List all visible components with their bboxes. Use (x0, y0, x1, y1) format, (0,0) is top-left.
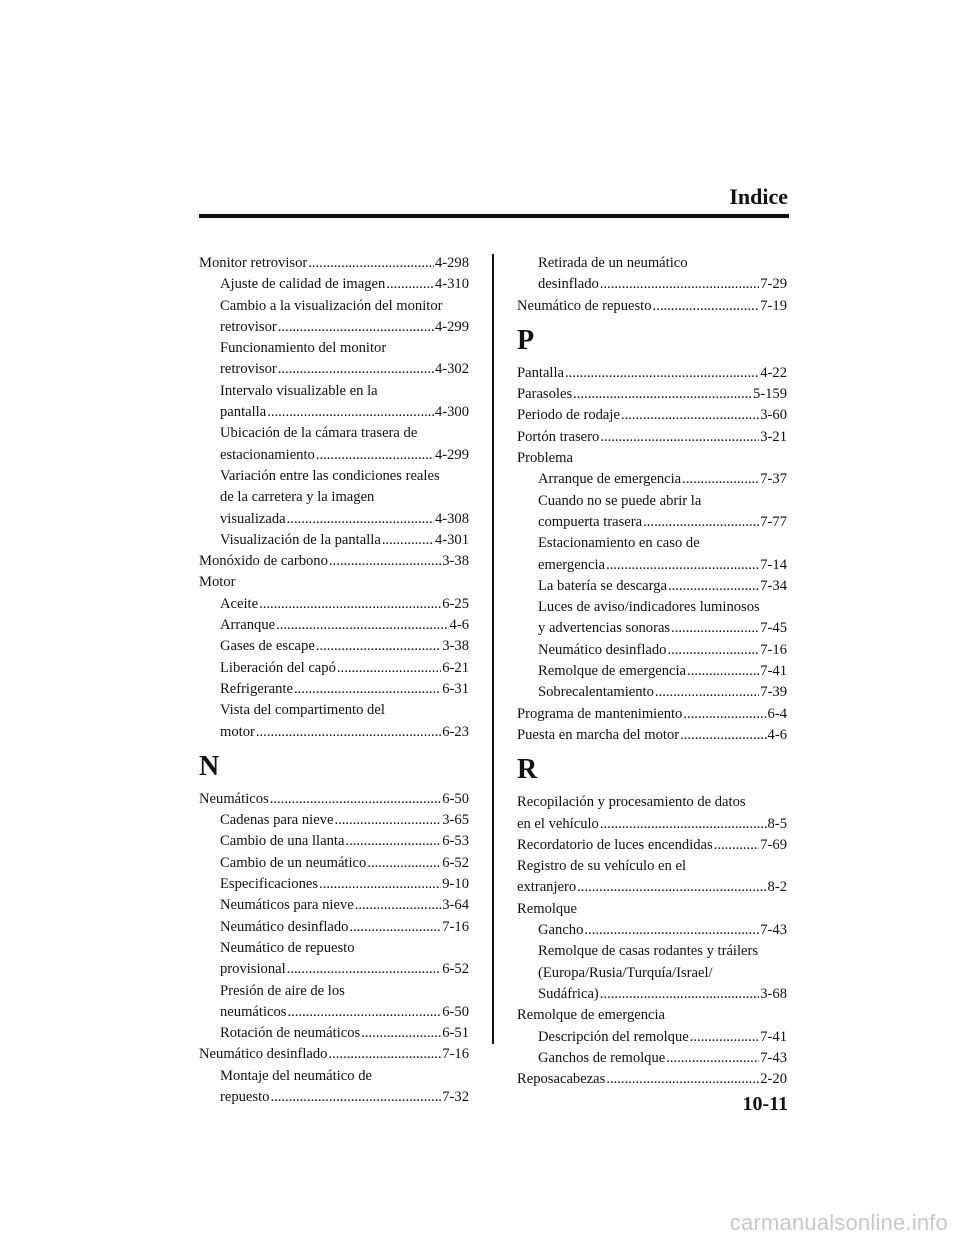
index-subentry (199, 895, 469, 916)
entry-text: Arranque de emergencia (538, 471, 682, 488)
dot-leader (690, 1027, 759, 1048)
dot-leader (328, 1044, 441, 1065)
entry-text: Registro de su vehículo en el (517, 858, 687, 875)
index-subentry (199, 810, 469, 831)
page-reference: 4-299 (434, 318, 469, 335)
dot-leader (337, 658, 441, 679)
entry-text: Montaje del neumático de (220, 1067, 372, 1084)
dot-leader (606, 555, 759, 576)
index-subentry (517, 963, 787, 984)
page-reference: 3-68 (760, 985, 787, 1002)
dot-leader (600, 984, 759, 1005)
index-entry (517, 877, 787, 898)
entry-text: Sobrecalentamiento (538, 684, 654, 701)
index-entry (517, 296, 787, 317)
dot-leader (565, 363, 759, 384)
dot-leader (655, 682, 759, 703)
entry-text: Portón trasero (517, 428, 600, 445)
index-entry (517, 835, 787, 856)
page-reference: 2-20 (760, 1071, 787, 1088)
index-entry (517, 405, 787, 426)
entry-text: retrovisor (220, 318, 277, 335)
section-letter-n: N (199, 750, 220, 782)
dot-leader (382, 530, 434, 551)
page-reference: 4-300 (434, 404, 469, 421)
entry-text: Pantalla (517, 364, 565, 381)
page-reference: 7-16 (760, 641, 787, 658)
entry-text: neumáticos (220, 1003, 287, 1020)
page-reference: 7-43 (760, 922, 787, 939)
entry-text: Recopilación y procesamiento de datos (517, 794, 746, 811)
entry-text: Arranque (220, 617, 276, 634)
page-reference: 4-6 (767, 726, 787, 743)
dot-leader (682, 469, 759, 490)
index-entry (517, 1005, 787, 1026)
page-reference: 7-43 (760, 1049, 787, 1066)
index-entry (517, 725, 787, 746)
entry-text: Gancho (538, 922, 584, 939)
page-reference: 7-37 (760, 471, 787, 488)
entry-text: Remolque de emergencia (517, 1007, 666, 1024)
page-reference: 4-302 (434, 361, 469, 378)
dot-leader (683, 704, 766, 725)
page-reference: 3-64 (442, 897, 469, 914)
index-subentry (517, 253, 787, 274)
index-subentry (517, 984, 787, 1005)
section-letter-r: R (517, 754, 538, 786)
dot-leader (606, 1069, 759, 1090)
index-subentry (517, 533, 787, 554)
entry-text: Motor (199, 574, 236, 591)
entry-text: emergencia (538, 556, 605, 573)
dot-leader (667, 640, 759, 661)
entry-text: Neumáticos para nieve (220, 897, 354, 914)
entry-text: Liberación del capó (220, 659, 336, 676)
index-subentry (199, 1087, 469, 1108)
page-reference: 7-69 (760, 836, 787, 853)
index-subentry (199, 700, 469, 721)
index-subentry (517, 597, 787, 618)
index-subentry (517, 618, 787, 639)
entry-text: compuerta trasera (538, 513, 643, 530)
dot-leader (600, 814, 767, 835)
dot-leader (355, 895, 442, 916)
index-entry (517, 856, 787, 877)
entry-text: Vista del compartimento del (220, 702, 385, 719)
index-subentry (199, 959, 469, 980)
entry-text: Estacionamiento en caso de (538, 535, 700, 552)
index-subentry (517, 469, 787, 490)
entry-text: pantalla (220, 404, 267, 421)
entry-text: Puesta en marcha del motor (517, 726, 680, 743)
index-subentry (199, 874, 469, 895)
dot-leader (668, 576, 759, 597)
page-reference: 6-23 (442, 723, 469, 740)
entry-text: Cadenas para nieve (220, 812, 334, 829)
page-reference: 6-21 (442, 659, 469, 676)
index-subentry (517, 1027, 787, 1048)
entry-text: desinflado (538, 276, 599, 293)
dot-leader (621, 405, 759, 426)
index-entry (517, 427, 787, 448)
index-subentry (199, 938, 469, 959)
watermark-link[interactable]: carmanualsonline.info (729, 1210, 948, 1235)
dot-leader (600, 274, 759, 295)
entry-text: Aceite (220, 595, 259, 612)
entry-text: Especificaciones (220, 876, 319, 893)
index-subentry (199, 831, 469, 852)
index-subentry (199, 509, 469, 530)
index-subentry (199, 1002, 469, 1023)
index-subentry (517, 555, 787, 576)
index-subentry (199, 423, 469, 444)
index-entry (517, 384, 787, 405)
entry-text: retrovisor (220, 361, 277, 378)
dot-leader (367, 853, 441, 874)
entry-text: Rotación de neumáticos (220, 1025, 361, 1042)
index-subentry (517, 1048, 787, 1069)
index-subentry (517, 640, 787, 661)
index-subentry (199, 445, 469, 466)
index-subentry (199, 487, 469, 508)
entry-text: en el vehículo (517, 815, 599, 832)
dot-leader (653, 296, 760, 317)
index-subentry (199, 1066, 469, 1087)
header-rule (199, 214, 789, 218)
page-reference: 4-299 (434, 446, 469, 463)
dot-leader (270, 789, 442, 810)
dot-leader (259, 594, 441, 615)
page-reference: 7-16 (442, 918, 469, 935)
entry-text: Monóxido de carbono (199, 553, 328, 570)
page-header-title: Indice (729, 184, 788, 209)
page-reference: 6-31 (442, 680, 469, 697)
index-subentry (517, 512, 787, 533)
index-subentry (199, 594, 469, 615)
entry-text: Ubicación de la cámara trasera de (220, 425, 418, 442)
entry-text: Funcionamiento del monitor (220, 340, 387, 357)
index-subentry (199, 679, 469, 700)
entry-text: Refrigerante (220, 680, 293, 697)
page-reference: 3-65 (442, 812, 469, 829)
index-subentry (199, 853, 469, 874)
page-reference: 7-45 (760, 620, 787, 637)
entry-text: Variación entre las condiciones reales (220, 467, 440, 484)
dot-leader (287, 1002, 441, 1023)
index-subentry (517, 682, 787, 703)
entry-text: de la carretera y la imagen (220, 489, 375, 506)
dot-leader (573, 384, 752, 405)
entry-text: Ganchos de remolque (538, 1049, 666, 1066)
dot-leader (666, 1048, 759, 1069)
page-reference: 6-53 (442, 833, 469, 850)
dot-leader (643, 512, 759, 533)
index-subentry (199, 722, 469, 743)
entry-text: Reposacabezas (517, 1071, 606, 1088)
entry-text: Cuando no se puede abrir la (538, 492, 702, 509)
entry-text: Sudáfrica) (538, 985, 599, 1002)
page-reference: 7-41 (760, 1028, 787, 1045)
index-column-right (517, 253, 787, 1090)
dot-leader (287, 959, 442, 980)
page-reference: 8-5 (767, 815, 787, 832)
entry-text: Neumático de repuesto (517, 297, 652, 314)
entry-text: Remolque de emergencia (538, 663, 687, 680)
index-entry (199, 253, 469, 274)
page-reference: 4-308 (434, 510, 469, 527)
index-subentry (199, 658, 469, 679)
entry-text: La batería se descarga (538, 577, 667, 594)
index-entry (517, 814, 787, 835)
dot-leader (329, 551, 441, 572)
section-letter-p: P (517, 324, 535, 356)
index-subentry (199, 530, 469, 551)
index-entry (199, 551, 469, 572)
dot-leader (319, 874, 441, 895)
index-entry (517, 704, 787, 725)
dot-leader (361, 1023, 441, 1044)
entry-text: Parasoles (517, 386, 573, 403)
page-reference: 3-60 (760, 407, 787, 424)
entry-text: (Europa/Rusia/Turquía/Israel/ (538, 964, 713, 981)
index-entry (199, 572, 469, 593)
index-subentry (517, 941, 787, 962)
dot-leader (345, 831, 441, 852)
index-subentry (517, 576, 787, 597)
page-reference: 7-16 (442, 1046, 469, 1063)
page-reference: 6-50 (442, 1003, 469, 1020)
index-subentry (199, 466, 469, 487)
index-subentry (199, 402, 469, 423)
dot-leader (278, 359, 434, 380)
index-subentry (517, 920, 787, 941)
entry-text: motor (220, 723, 255, 740)
page-reference: 7-14 (760, 556, 787, 573)
index-subentry (199, 381, 469, 402)
index-entry (517, 899, 787, 920)
dot-leader (349, 917, 441, 938)
page-reference: 9-10 (442, 876, 469, 893)
page-reference: 4-22 (760, 364, 787, 381)
column-divider (492, 254, 494, 1044)
entry-text: extranjero (517, 879, 577, 896)
index-entry (517, 363, 787, 384)
index-entry (199, 789, 469, 810)
entry-text: estacionamiento (220, 446, 315, 463)
entry-text: Ajuste de calidad de imagen (220, 276, 386, 293)
dot-leader (671, 618, 759, 639)
index-subentry (199, 274, 469, 295)
entry-text: Remolque (517, 900, 577, 917)
entry-text: Problema (517, 450, 573, 467)
entry-text: Programa de mantenimiento (517, 705, 683, 722)
entry-text: Neumáticos (199, 790, 269, 807)
index-entry (517, 1069, 787, 1090)
dot-leader (287, 509, 434, 530)
page-reference: 3-38 (442, 638, 469, 655)
dot-leader (256, 722, 441, 743)
page-reference: 4-310 (434, 276, 469, 293)
page-reference: 7-34 (760, 577, 787, 594)
page-reference: 7-77 (760, 513, 787, 530)
page-reference: 7-29 (760, 276, 787, 293)
page-reference: 6-51 (442, 1025, 469, 1042)
dot-leader (687, 661, 759, 682)
dot-leader (270, 1087, 441, 1108)
entry-text: Cambio de una llanta (220, 833, 345, 850)
entry-text: y advertencias sonoras (538, 620, 671, 637)
dot-leader (316, 445, 434, 466)
entry-text: Descripción del remolque (538, 1028, 689, 1045)
index-subentry (199, 917, 469, 938)
entry-text: repuesto (220, 1088, 270, 1105)
page-reference: 6-52 (442, 854, 469, 871)
page-reference: 6-50 (442, 790, 469, 807)
page-reference: 7-41 (760, 663, 787, 680)
index-subentry (199, 317, 469, 338)
index-subentry (199, 296, 469, 317)
dot-leader (276, 615, 448, 636)
entry-text: Remolque de casas rodantes y tráilers (538, 943, 759, 960)
index-subentry (199, 1023, 469, 1044)
dot-leader (680, 725, 766, 746)
dot-leader (600, 427, 759, 448)
index-subentry (199, 981, 469, 1002)
entry-text: Presión de aire de los (220, 982, 345, 999)
index-subentry (199, 615, 469, 636)
entry-text: Cambio a la visualización del monitor (220, 297, 443, 314)
entry-text: visualizada (220, 510, 286, 527)
dot-leader (316, 636, 441, 657)
entry-text: Retirada de un neumático (538, 255, 688, 271)
index-subentry (199, 636, 469, 657)
entry-text: Visualización de la pantalla (220, 531, 381, 548)
page-reference: 6-4 (767, 705, 787, 722)
page-reference: 7-39 (760, 684, 787, 701)
page-reference: 6-25 (442, 595, 469, 612)
dot-leader (334, 810, 441, 831)
page-number: 10-11 (742, 1093, 788, 1115)
dot-leader (294, 679, 441, 700)
entry-text: Intervalo visualizable en la (220, 382, 378, 399)
index-subentry (517, 661, 787, 682)
index-entry (517, 792, 787, 813)
entry-text: Neumático desinflado (199, 1046, 328, 1063)
dot-leader (577, 877, 766, 898)
index-subentry (199, 338, 469, 359)
page-reference: 5-159 (752, 386, 787, 403)
entry-text: Neumático de repuesto (220, 939, 355, 956)
page-reference: 4-301 (434, 531, 469, 548)
index-subentry (199, 359, 469, 380)
page-reference: 7-32 (442, 1088, 469, 1105)
entry-text: Periodo de rodaje (517, 407, 620, 424)
entry-text: Neumático desinflado (538, 641, 667, 658)
dot-leader (584, 920, 759, 941)
entry-text: Cambio de un neumático (220, 854, 367, 871)
dot-leader (386, 274, 434, 295)
page-reference: 3-21 (760, 428, 787, 445)
page-reference: 3-38 (442, 553, 469, 570)
index-entry (199, 1044, 469, 1065)
page-reference: 6-52 (442, 961, 469, 978)
index-entry (517, 448, 787, 469)
dot-leader (267, 402, 434, 423)
entry-text: Gases de escape (220, 638, 315, 655)
entry-text: Monitor retrovisor (199, 255, 308, 271)
index-subentry (517, 274, 787, 295)
page-reference: 4-6 (449, 617, 469, 634)
dot-leader (278, 317, 434, 338)
page-reference: 7-19 (760, 297, 787, 314)
entry-text: Luces de aviso/indicadores luminosos (538, 599, 760, 616)
entry-text: provisional (220, 961, 286, 978)
index-column-left (199, 253, 469, 1108)
page-reference: 4-298 (434, 255, 469, 271)
entry-text: Recordatorio de luces encendidas (517, 836, 713, 853)
page-reference: 8-2 (767, 879, 787, 896)
index-subentry (517, 491, 787, 512)
entry-text: Neumático desinflado (220, 918, 349, 935)
dot-leader (714, 835, 760, 856)
dot-leader (308, 253, 434, 274)
